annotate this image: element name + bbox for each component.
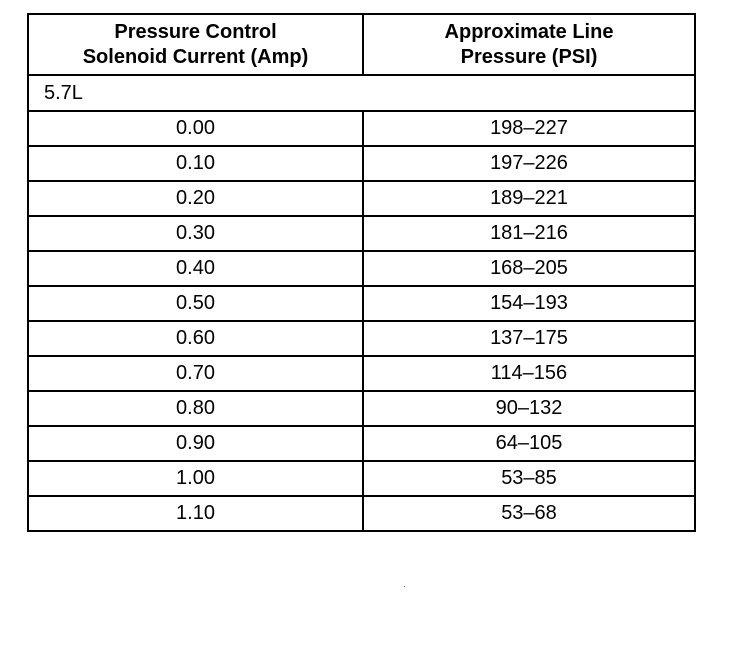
section-row: [28, 75, 695, 111]
table-row: [28, 321, 695, 356]
table-row: [28, 146, 695, 181]
pressure-cell: 197–226: [363, 146, 695, 181]
current-cell: 0.40: [28, 251, 363, 286]
header-row: [28, 14, 695, 75]
table-row: [28, 216, 695, 251]
table-row: [28, 181, 695, 216]
current-cell: 0.00: [28, 111, 363, 146]
scan-speck: [404, 586, 405, 587]
pressure-cell: 90–132: [363, 391, 695, 426]
current-cell: 0.70: [28, 356, 363, 391]
current-cell: 1.10: [28, 496, 363, 531]
table-row: [28, 356, 695, 391]
current-cell: 0.30: [28, 216, 363, 251]
current-cell: 0.50: [28, 286, 363, 321]
pressure-cell: 198–227: [363, 111, 695, 146]
current-cell: 0.80: [28, 391, 363, 426]
header-line: Solenoid Current (Amp): [82, 45, 309, 68]
table-row: [28, 426, 695, 461]
table-row: [28, 391, 695, 426]
table-row: [28, 461, 695, 496]
pressure-table-container: [27, 13, 694, 532]
pressure-cell: 53–85: [363, 461, 695, 496]
table-row: [28, 251, 695, 286]
current-cell: 0.10: [28, 146, 363, 181]
pressure-cell: 154–193: [363, 286, 695, 321]
current-cell: 0.90: [28, 426, 363, 461]
current-cell: 0.20: [28, 181, 363, 216]
header-line-pressure: [363, 14, 695, 75]
current-cell: 1.00: [28, 461, 363, 496]
header-line: Approximate Line: [444, 20, 614, 43]
header-line: Pressure Control: [114, 20, 277, 43]
pressure-cell: 53–68: [363, 496, 695, 531]
pressure-cell: 114–156: [363, 356, 695, 391]
pressure-cell: 64–105: [363, 426, 695, 461]
table-body: [28, 75, 695, 531]
table-row: [28, 496, 695, 531]
section-label: 5.7L: [28, 75, 695, 111]
pressure-cell: 168–205: [363, 251, 695, 286]
pressure-cell: 189–221: [363, 181, 695, 216]
table-row: [28, 286, 695, 321]
table-row: [28, 111, 695, 146]
pressure-cell: 137–175: [363, 321, 695, 356]
header-line: Pressure (PSI): [460, 45, 598, 68]
current-cell: 0.60: [28, 321, 363, 356]
pressure-table: [27, 13, 696, 532]
header-solenoid-current: [28, 14, 363, 75]
pressure-cell: 181–216: [363, 216, 695, 251]
